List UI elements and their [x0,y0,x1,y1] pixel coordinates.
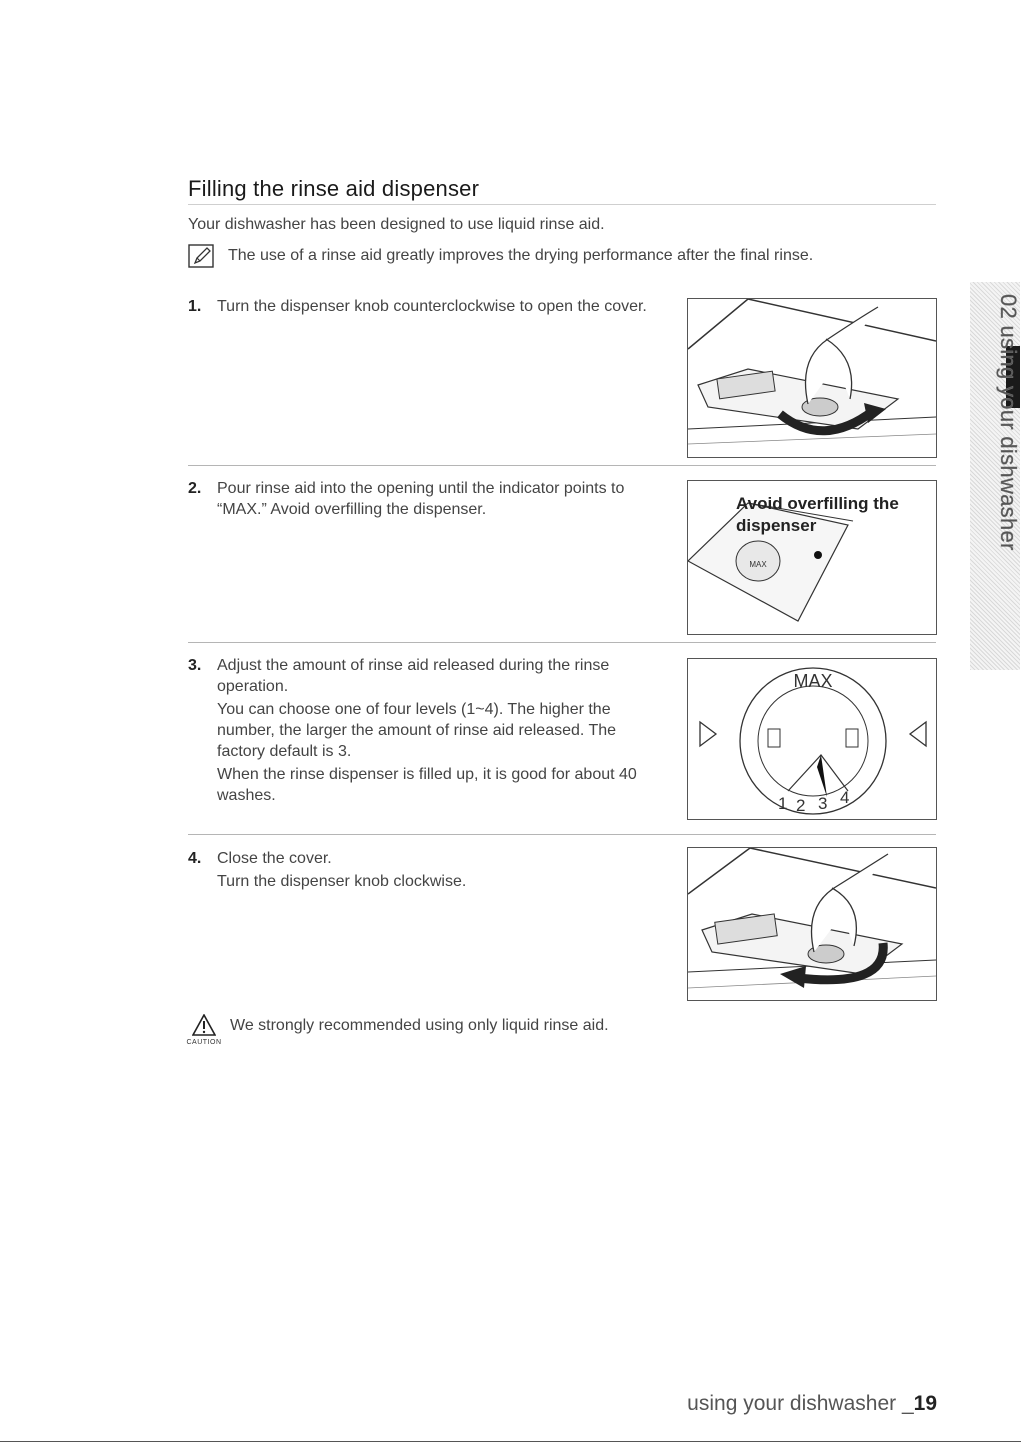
max-dial-label: MAX [749,560,767,569]
note-row [188,244,813,268]
caution-block [184,1014,224,1046]
step-number: 3. [188,657,202,674]
step-text: Turn the dispenser knob counterclockwise to open the cover. [217,298,647,315]
figure-open-cover [687,298,937,458]
step-3 [188,655,668,808]
step-text: Close the cover. [217,850,332,867]
divider [188,465,936,466]
step-text: Pour rinse aid into the opening until the indicator points to “MAX.” Avoid overfilling the dispenser. [217,480,625,518]
note-pencil-icon [188,244,214,268]
step-text: Adjust the amount of rinse aid released during the rinse operation. [217,657,610,695]
overfill-callout: Avoid overfilling the dispenser [736,494,899,535]
step-1 [188,296,668,319]
caution-triangle-icon [192,1014,216,1036]
step-text: You can choose one of four levels (1~4). The higher the number, the larger the amount of rinse aid released. The factory default is 3. [217,701,617,760]
note-text: The use of a rinse aid greatly improves the drying performance after the final rinse. [228,247,814,264]
page-footer [687,1392,937,1416]
step-text: Turn the dispenser knob clockwise. [217,873,467,890]
dial-max-label: MAX [793,671,833,691]
step-2 [188,478,668,522]
chapter-side-label: 02 using your dishwasher [996,294,1021,551]
level-3-label: 3 [818,794,828,813]
step-number: 4. [188,850,202,867]
figure-fill-max [687,480,937,635]
caution-label: CAUTION [186,1039,222,1046]
intro-text: Your dishwasher has been designed to use liquid rinse aid. [188,216,605,233]
divider [188,642,936,643]
page-bottom-rule [0,1441,1021,1442]
divider [188,834,936,835]
footer-text: using your dishwasher _ [687,1392,914,1415]
figure-close-cover [687,847,937,1001]
figure-level-dial [687,658,937,820]
level-2-label: 2 [796,796,806,815]
caution-row [184,1014,609,1046]
level-4-label: 4 [840,788,850,807]
step-number: 1. [188,298,202,315]
step-text: When the rinse dispenser is filled up, it is good for about 40 washes. [217,766,637,804]
page-number: 19 [913,1392,937,1415]
caution-text: We strongly recommended using only liquid rinse aid. [230,1017,609,1034]
level-1-label: 1 [778,794,788,813]
step-4 [188,848,668,894]
page-title: Filling the rinse aid dispenser [188,176,936,205]
step-number: 2. [188,480,202,497]
